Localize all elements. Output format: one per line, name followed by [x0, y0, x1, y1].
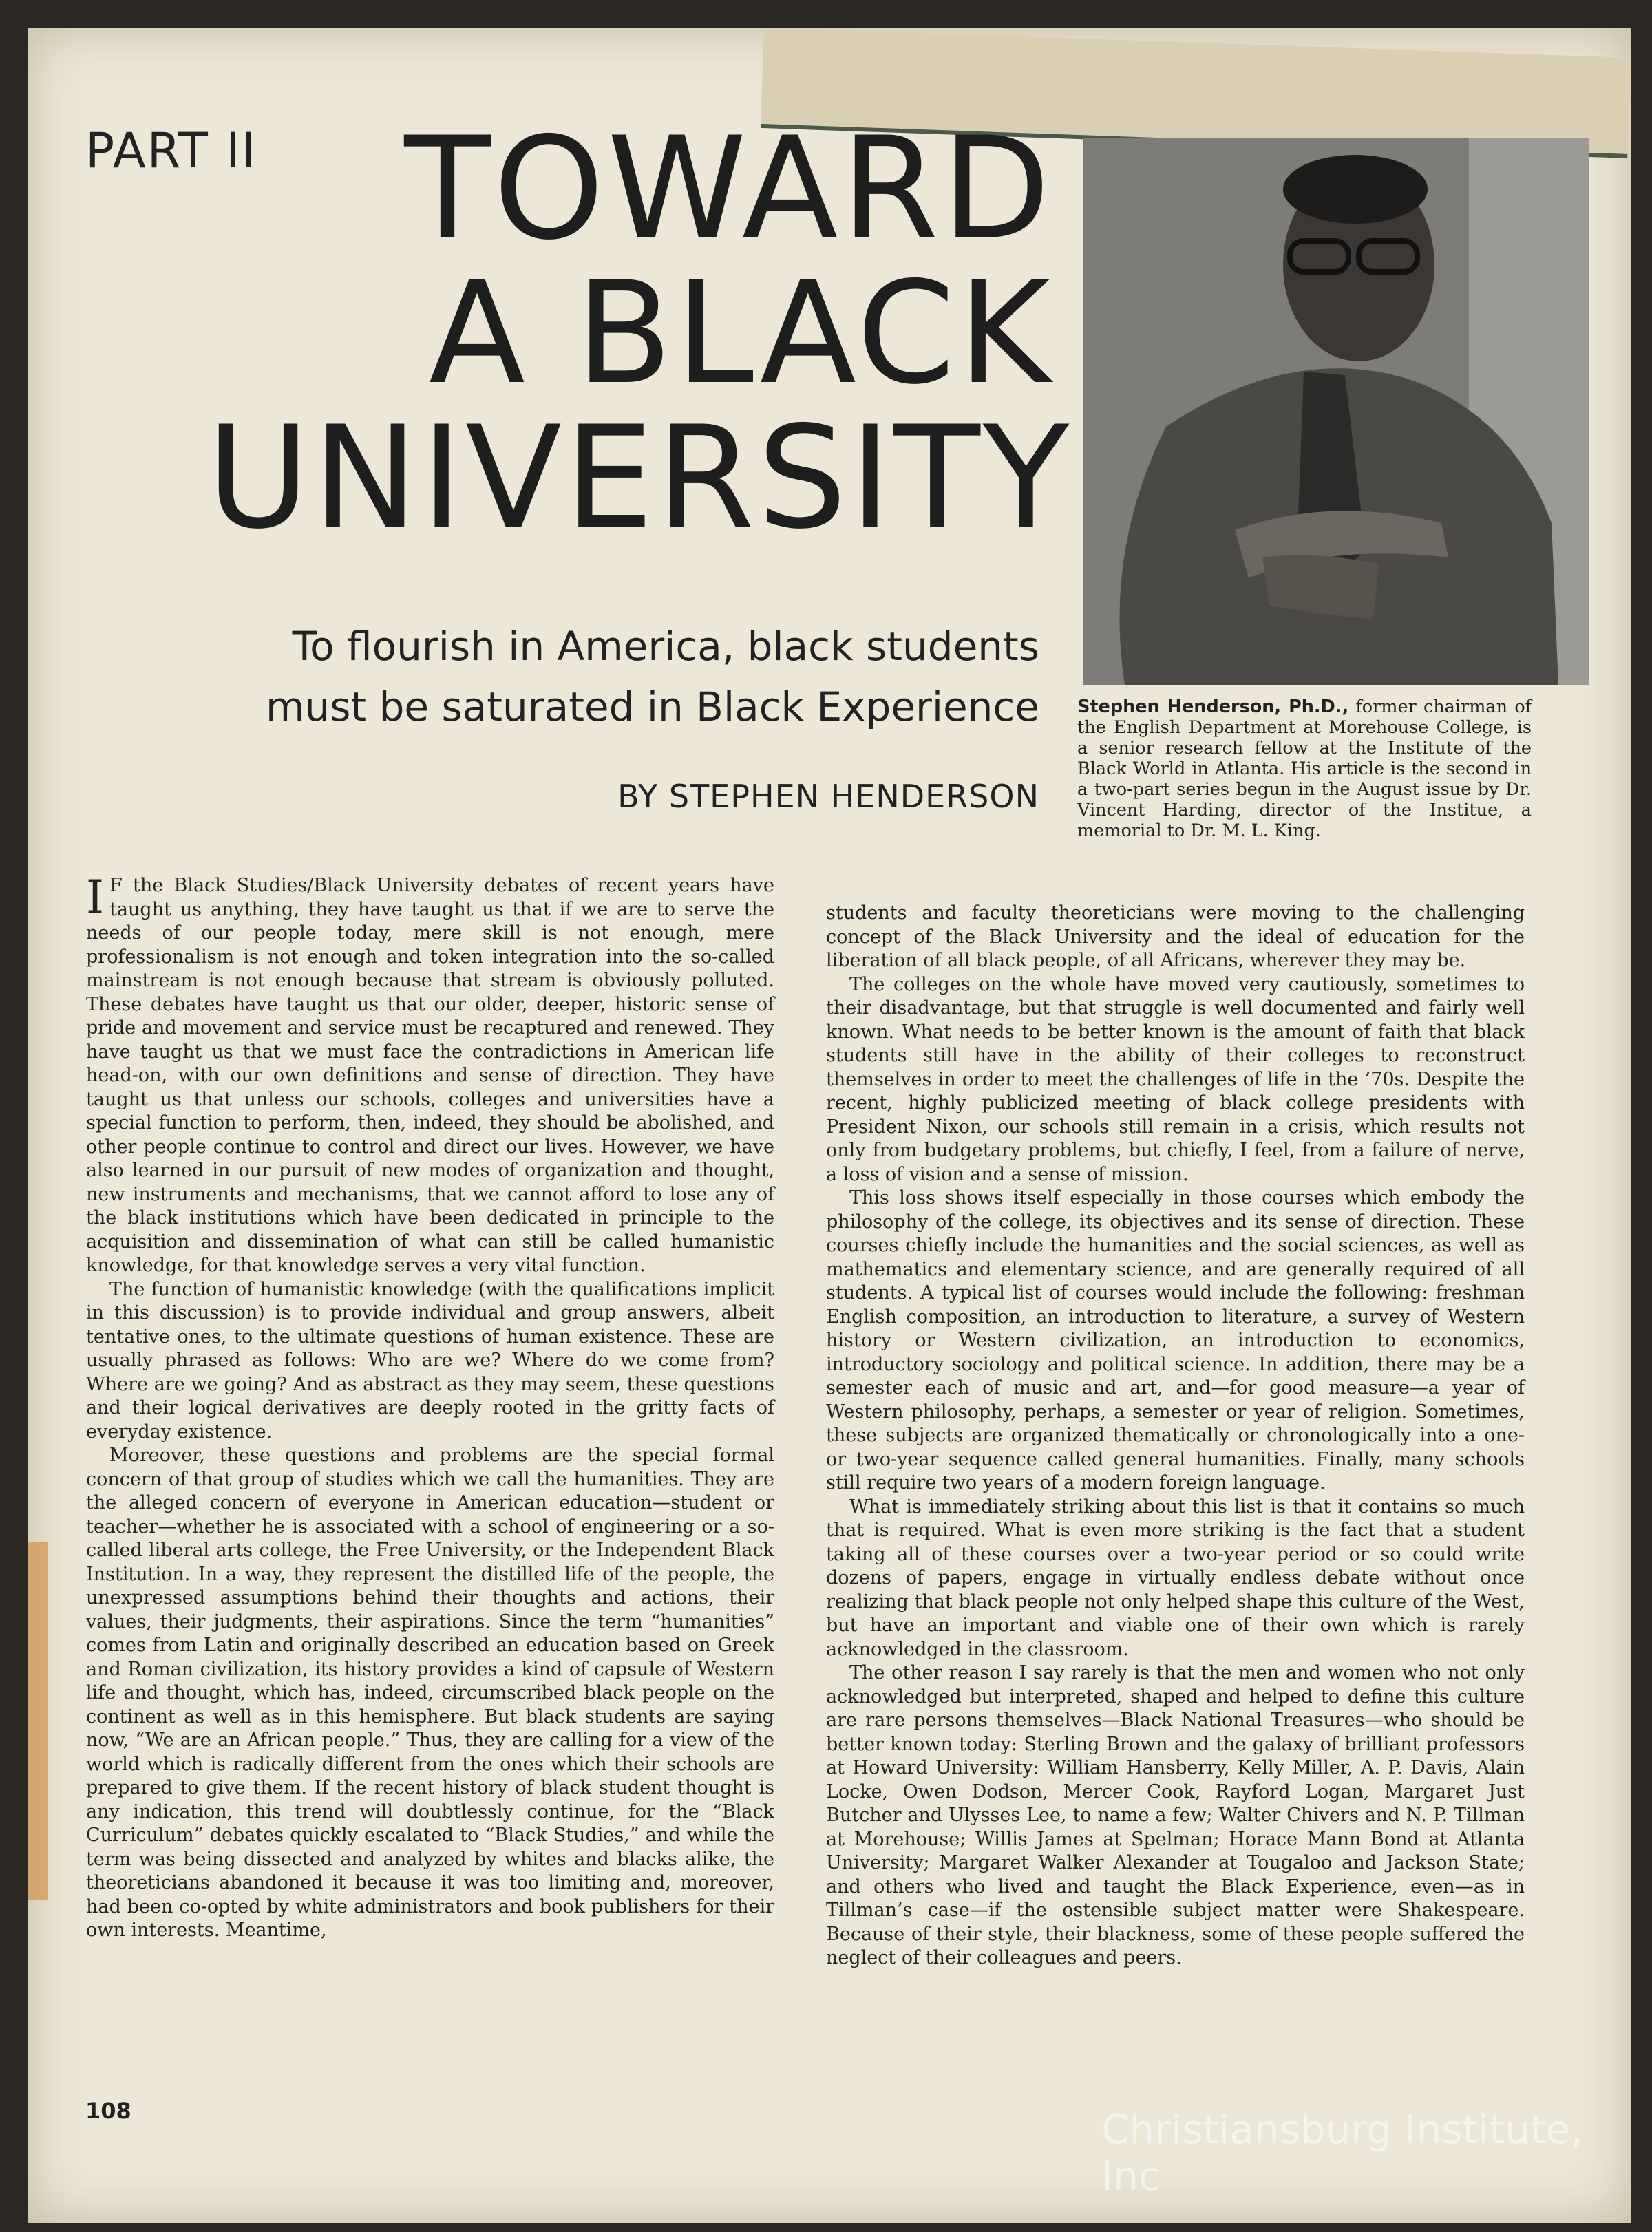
paragraph: This loss shows itself especially in those courses which embody the philosophy of the college, its objectives and its sense of direction. These courses chiefly include the humanities and the social sciences, as well as mathematics and elementary science, and are generally required of all students. A typical list of courses would include the following: freshman English composition, an introduction to literature, a survey of Western history or Western civilization, an introduction to economics, introductory sociology and political science. In addition, there may be a semester each of music and art, and—for good measure—a year of Western philosophy, perhaps, a semester or year of religion. Sometimes, these subjects are organized thematically or chronologically into a one- or two-year sequence called general humanities. Finally, many schools still require two years of a modern foreign language. [826, 1187, 1525, 1494]
subtitle-line: To flourish in America, black students [292, 623, 1039, 670]
title-line: TOWARD [404, 107, 1053, 271]
article-title [206, 107, 1072, 560]
drop-cap: I [86, 871, 105, 924]
byline: BY STEPHEN HENDERSON [617, 778, 1039, 815]
title-line: UNIVERSITY [206, 396, 1072, 560]
paragraph: students and faculty theoreticians were moving to the challenging concept of the Black University and the ideal of education for the liberation of all black people, of all Africans, wherever they may be. [826, 902, 1525, 971]
page-number: 108 [85, 2098, 131, 2124]
caption-text: former chairman of the English Department at Morehouse College, is a senior research fellow at the Institute of the Black World in Atlanta. His article is the second in a two-part series begun in the August issue by Dr. Vincent Harding, director of the Institue, a memorial to Dr. M. L. King. [1077, 697, 1532, 841]
paragraph: Moreover, these questions and problems are the special formal concern of that group of studies which we call the humanities. They are the alleged concern of everyone in American education—student or teacher—whether he is associated with a school of engineering or a so-called liberal arts college, the Free University, or the Independent Black Institution. In a way, they represent the distilled life of the people, the unexpressed assumptions behind their thoughts and actions, their values, their judgments, their aspirations. Since the term “humanities” comes from Latin and originally described an education based on Greek and Roman civilization, its history provides a kind of capsule of Western life and thought, which has, indeed, circumscribed black people on the continent as well as in this hemisphere. But black students are saying now, “We are an African people.” Thus, they are calling for a view of the world which is radically different from the ones which their schools are prepared to give them. If the recent history of black student thought is any indication, this trend will doubtlessly continue, for the “Black Curriculum” debates quickly escalated to “Black Studies,” and while the term was being dissected and analyzed by whites and blacks alike, the theoreticians abandoned it because it was too limiting and, moreover, had been co-opted by white administrators and book publishers for their own interests. Meantime, [86, 1445, 774, 1941]
author-photo [1083, 138, 1589, 685]
paragraph [86, 871, 774, 1278]
paragraph: What is immediately striking about this list is that it contains so much that is required. What is even more striking is the fact that a student taking all of these courses over a two-year period or so could write dozens of papers, engage in virtually endless debate without once realizing that black people not only helped shape this culture of the West, but have an important and viable one of their own which is rarely acknowledged in the classroom. [826, 1496, 1525, 1660]
title-line: A BLACK [428, 252, 1053, 416]
paragraph: The other reason I say rarely is that the men and women who not only acknowledged but interpreted, shaped and helped to define this culture are rare persons themselves—Black National Treasures—who should be better known today: Sterling Brown and the galaxy of brilliant professors at Howard University: William Hansberry, Kelly Miller, A. P. Davis, Alain Locke, Owen Dodson, Mercer Cook, Rayford Logan, Margaret Just Butcher and Ulysses Lee, to name a few; Walter Chivers and N. P. Tillman at Morehouse; Willis James at Spelman; Horace Mann Bond at Atlanta University; Margaret Walker Alexander at Tougaloo and Jackson State; and others who lived and taught the Black Experience, even—as in Tillman’s case—if the ostensible subject matter were Shakespeare. Because of their style, their blackness, some of these people suffered the neglect of their colleagues and peers. [826, 1662, 1525, 1968]
part-label: PART II [85, 123, 257, 179]
paragraph-text: F the Black Studies/Black University debates of recent years have taught us anything, they have taught us that if we are to serve the needs of our people today, mere skill is not enough, mere professionalism is not enough and token integration into the so-called mainstream is not enough because that stream is obviously polluted. These debates have taught us that our older, deeper, historic sense of pride and movement and service must be recaptured and renewed. They have taught us that we must face the contradictions in American life head-on, with our own definitions and sense of direction. They have taught us that unless our schools, colleges and universities have a special function to perform, then, indeed, they should be abolished, and other people continue to control and direct our lives. However, we have also learned in our pursuit of new modes of organization and thought, new instruments and mechanisms, that we cannot afford to lose any of the black institutions which have been dedicated in principle to the acquisition and dissemination of what can still be called humanistic knowledge, for that knowledge serves a very vital function. [86, 875, 774, 1276]
article-column-1 [86, 871, 774, 2113]
watermark: Christiansburg Institute, Inc [1101, 2106, 1583, 2200]
article-subtitle [234, 616, 1039, 737]
article-column-2 [826, 902, 1525, 2140]
paragraph: The function of humanistic knowledge (with the qualifications implicit in this discussion) is to provide individual and group answers, albeit tentative ones, to the ultimate questions of human existence. These are usually phrased as follows: Who are we? Where do we come from? Where are we going? And as abstract as they may seem, these questions and their logical derivatives are deeply rooted in the gritty facts of everyday existence. [86, 1278, 774, 1443]
caption-name: Stephen Henderson, Ph.D., [1077, 697, 1349, 717]
subtitle-line: must be saturated in Black Experience [265, 683, 1039, 730]
photo-caption [1077, 697, 1532, 841]
paragraph: The colleges on the whole have moved very cautiously, sometimes to their disadvantage, but that struggle is well documented and fairly well known. What needs to be better known is the amount of faith that black students still have in the ability of their colleges to reconstruct themselves in order to meet the challenges of life in the ’70s. Despite the recent, highly publicized meeting of black college presidents with President Nixon, our schools still remain in a crisis, which results not only from budgetary problems, but chiefly, I feel, from a failure of nerve, a loss of vision and a sense of mission. [826, 973, 1525, 1185]
portrait-illustration [1083, 138, 1589, 685]
paper-stain [28, 1542, 48, 1900]
